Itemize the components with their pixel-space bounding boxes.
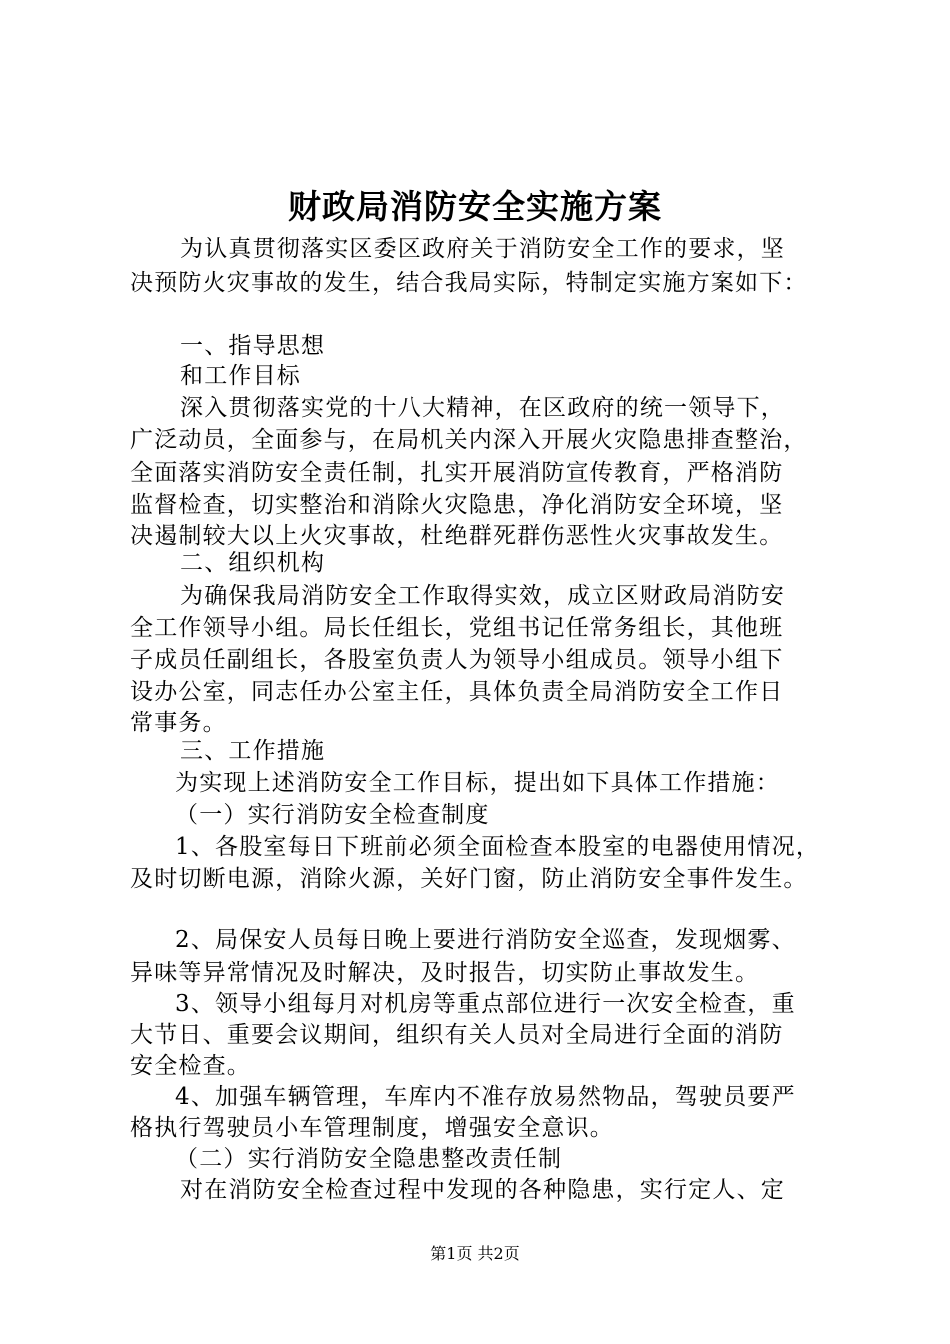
subsection-heading-2: （二）实行消防安全隐患整改责任制 (175, 1146, 563, 1172)
paragraph-line: 全面落实消防安全责任制，扎实开展消防宣传教育，严格消防 (130, 460, 784, 486)
paragraph-line: 及时切断电源，消除火源，关好门窗，防止消防安全事件发生。 (130, 866, 808, 892)
paragraph-line: 格执行驾驶员小车管理制度，增强安全意识。 (130, 1115, 614, 1141)
section-heading-1-cont: 和工作目标 (180, 363, 301, 389)
paragraph-line: 决遏制较大以上火灾事故，杜绝群死群伤恶性火灾事故发生。 (130, 523, 784, 549)
section-heading-3: 三、工作措施 (180, 738, 326, 764)
paragraph-line: 3、领导小组每月对机房等重点部位进行一次安全检查，重 (175, 991, 796, 1017)
paragraph-line: 广泛动员，全面参与，在局机关内深入开展火灾隐患排查整治， (130, 427, 808, 453)
paragraph-line: 异味等异常情况及时解决，及时报告，切实防止事故发生。 (130, 960, 760, 986)
intro-line-1: 为认真贯彻落实区委区政府关于消防安全工作的要求，坚 (180, 236, 785, 262)
page-footer: 第1页 共2页 (430, 1244, 520, 1263)
paragraph-line: 大节日、重要会议期间，组织有关人员对全局进行全面的消防 (130, 1022, 784, 1048)
intro-line-2: 决预防火灾事故的发生，结合我局实际，特制定实施方案如下： (130, 270, 808, 296)
paragraph-line: 监督检查，切实整治和消除火灾隐患，净化消防安全环境，坚 (130, 492, 784, 518)
paragraph-line: 全工作领导小组。局长任组长，党组书记任常务组长，其他班 (130, 615, 784, 641)
paragraph-line: 为实现上述消防安全工作目标，提出如下具体工作措施： (175, 770, 780, 796)
document-title: 财政局消防安全实施方案 (288, 187, 662, 226)
section-heading-1: 一、指导思想 (180, 333, 326, 359)
paragraph-line: 子成员任副组长，各股室负责人为领导小组成员。领导小组下 (130, 647, 784, 673)
paragraph-line: 常事务。 (130, 710, 227, 736)
paragraph-line: 安全检查。 (130, 1053, 251, 1079)
subsection-heading-1: （一）实行消防安全检查制度 (175, 802, 490, 828)
paragraph-line: 1、各股室每日下班前必须全面检查本股室的电器使用情况， (175, 834, 821, 860)
paragraph-line: 2、局保安人员每日晚上要进行消防安全巡查，发现烟雾、 (175, 927, 796, 953)
paragraph-line: 深入贯彻落实党的十八大精神，在区政府的统一领导下， (180, 395, 785, 421)
paragraph-line: 设办公室，同志任办公室主任，具体负责全局消防安全工作日 (130, 679, 784, 705)
paragraph-line: 为确保我局消防安全工作取得实效，成立区财政局消防安 (180, 583, 785, 609)
paragraph-line: 对在消防安全检查过程中发现的各种隐患，实行定人、定 (180, 1177, 785, 1203)
paragraph-line: 4、加强车辆管理，车库内不准存放易然物品，驾驶员要严 (175, 1084, 796, 1110)
section-heading-2: 二、组织机构 (180, 550, 326, 576)
